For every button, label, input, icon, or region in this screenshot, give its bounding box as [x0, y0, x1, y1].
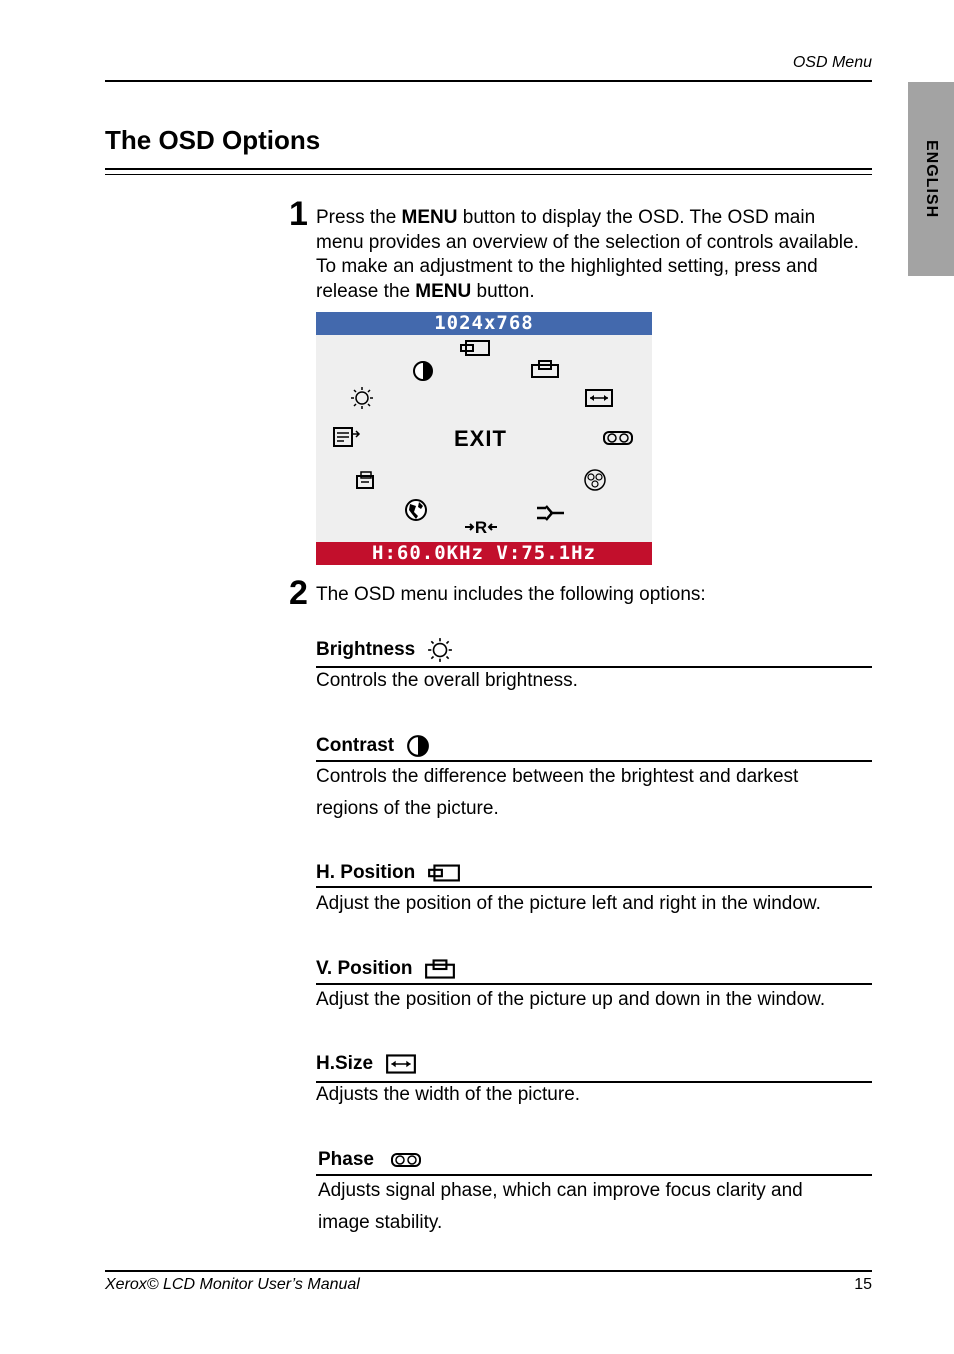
- footer-manual-title: Xerox© LCD Monitor User’s Manual: [105, 1276, 360, 1293]
- option-description: [318, 1175, 803, 1239]
- page-title: The OSD Options: [105, 125, 321, 155]
- contrast-icon: [412, 360, 434, 382]
- language-icon: [404, 498, 428, 522]
- clock-icon: [354, 470, 378, 492]
- step-number: 1: [289, 195, 308, 233]
- osd-menu-screenshot: [316, 312, 652, 565]
- svg-text:R: R: [474, 518, 488, 537]
- osd-exit-label: EXIT: [454, 426, 507, 451]
- option-heading-brightness: [316, 636, 453, 664]
- v-position-icon: [530, 359, 560, 379]
- color-icon: [582, 468, 608, 492]
- step-1-text-part: Press the: [316, 207, 402, 228]
- option-description: Adjust the position of the picture up and down in the window.: [316, 989, 826, 1010]
- step-2-text: The OSD menu includes the following options:: [316, 584, 706, 605]
- step-number: 2: [289, 574, 308, 612]
- option-heading-contrast: [316, 732, 430, 760]
- footer-rule: [105, 1270, 872, 1272]
- phase-icon: [390, 1152, 422, 1168]
- option-name: H. Position: [316, 862, 416, 883]
- option-description: Controls the overall brightness.: [316, 670, 578, 691]
- option-name: Phase: [318, 1149, 374, 1170]
- option-description-line: Controls the difference between the brightest and darkest: [316, 766, 799, 787]
- option-description-line: Adjusts signal phase, which can improve focus clarity and: [318, 1180, 803, 1201]
- option-heading-h-position: [316, 859, 461, 887]
- osd-frequency-bar: H:60.0KHz V:75.1Hz: [316, 542, 652, 565]
- step-1-text-part: button to display the OSD. The OSD main menu provides an overview of the selection of controls available. To make an adjustment to the highlighted setting, press and release the: [316, 207, 859, 302]
- step-1-text: [316, 206, 866, 304]
- option-heading-phase: [318, 1146, 422, 1174]
- menu-button-name: MENU: [401, 207, 458, 228]
- running-header: OSD Menu: [792, 54, 872, 71]
- option-heading-h-size: [316, 1050, 417, 1078]
- title-rule-top: [105, 168, 872, 170]
- osd-settings-icon: [332, 426, 362, 448]
- input-icon: [534, 502, 566, 524]
- brightness-icon: [350, 386, 374, 410]
- option-name: Contrast: [316, 735, 395, 756]
- option-heading-v-position: [316, 955, 456, 983]
- option-name: H.Size: [316, 1053, 374, 1074]
- option-name: V. Position: [316, 958, 413, 979]
- option-description-line: regions of the picture.: [316, 798, 499, 819]
- h-position-icon: [427, 863, 461, 883]
- option-name: Brightness: [316, 639, 416, 660]
- contrast-icon: [406, 734, 430, 758]
- h-size-icon: [385, 1053, 417, 1075]
- title-rule-bottom: [105, 174, 872, 175]
- step-1-text-part: button.: [471, 280, 535, 302]
- language-tab: [908, 82, 954, 276]
- footer-page-number: 15: [854, 1276, 872, 1293]
- option-description: Adjusts the width of the picture.: [316, 1084, 581, 1105]
- brightness-icon: [427, 637, 453, 663]
- osd-resolution-bar: 1024x768: [316, 312, 652, 335]
- option-description: Adjust the position of the picture left and right in the window.: [316, 893, 821, 914]
- v-position-icon: [424, 958, 456, 980]
- h-position-icon: [459, 339, 491, 357]
- option-description-line: image stability.: [318, 1212, 443, 1233]
- h-size-icon: [584, 388, 614, 408]
- menu-button-name: MENU: [415, 280, 472, 302]
- language-tab-label: ENGLISH: [923, 139, 940, 219]
- option-description: [316, 761, 798, 825]
- phase-icon: [602, 430, 634, 446]
- header-rule: [105, 80, 872, 82]
- reset-icon: [463, 516, 499, 538]
